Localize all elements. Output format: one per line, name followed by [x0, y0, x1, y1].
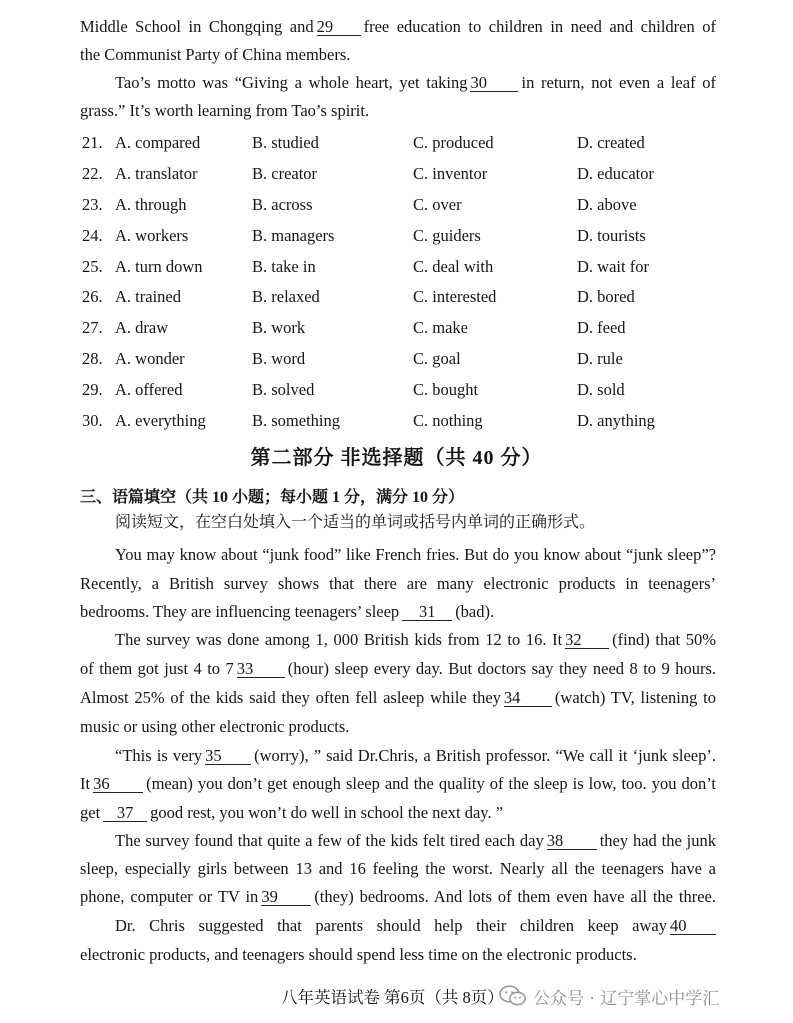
option-a: A. offered — [115, 380, 183, 399]
option-a: A. translator — [115, 164, 198, 183]
option-a: A. trained — [115, 287, 181, 306]
passage2-p4-line3 — [80, 887, 716, 907]
text: (worry), ” said Dr.Chris, a British professor. “We call it ‘junk sleep’. — [254, 746, 716, 765]
passage1-line1 — [80, 17, 716, 37]
text: Tao’s motto was “Giving a whole heart, yet taking — [115, 73, 468, 92]
passage2-p2-line1 — [115, 630, 716, 650]
text: get — [80, 803, 101, 822]
question-number: 24. — [82, 226, 103, 245]
blank-29: 29 — [317, 18, 361, 36]
option-d: D. created — [577, 133, 645, 152]
option-d: D. sold — [577, 380, 625, 399]
passage1-line3 — [115, 73, 716, 93]
option-c: C. guiders — [413, 226, 481, 245]
option-b: B. word — [252, 349, 306, 368]
passage2-p3-line1 — [115, 746, 716, 766]
text: bedrooms. They are influencing teenagers’ sleep — [80, 602, 400, 621]
option-d: D. tourists — [577, 226, 646, 245]
passage2-p3-line2 — [80, 774, 716, 794]
option-b: B. take in — [252, 257, 316, 276]
page-label: 八年英语试卷 第6页（共 8页） — [281, 988, 504, 1007]
passage2-p1-line1: You may know about “junk food” like French fries. But do you know about “junk sleep”? — [115, 545, 716, 564]
option-row-22 — [80, 164, 720, 186]
wechat-icon — [499, 985, 527, 1007]
section3-heading: 三、语篇填空（共 10 小题；每小题 1 分，满分 10 分） — [80, 489, 465, 506]
option-a: A. turn down — [115, 257, 203, 276]
text: (bad). — [455, 602, 495, 621]
option-d: D. feed — [577, 318, 626, 337]
option-d: D. rule — [577, 349, 623, 368]
passage2-p4-line2: sleep, especially girls between 13 and 16 feeling the worst. Nearly all the teenagers have a — [80, 859, 716, 878]
watermark — [499, 984, 719, 1008]
option-c: C. make — [413, 318, 468, 337]
passage1-line2: the Communist Party of China members. — [80, 45, 351, 64]
blank-34: 34 — [504, 689, 552, 707]
option-row-30 — [80, 411, 720, 433]
text: (watch) TV, listening to — [554, 688, 716, 707]
option-a: A. compared — [115, 133, 201, 152]
page-footer — [0, 984, 793, 1008]
option-c: C. nothing — [413, 411, 483, 430]
passage1-line4: grass.” It’s worth learning from Tao’s spirit. — [80, 101, 370, 120]
text: (hour) sleep every day. But doctors say they need 8 to 9 hours. — [287, 659, 716, 678]
option-row-25 — [80, 257, 720, 279]
option-d: D. anything — [577, 411, 655, 430]
option-b: B. across — [252, 195, 313, 214]
text: “This is very — [115, 746, 203, 765]
passage2-p4-line1 — [115, 831, 716, 851]
blank-33: 33 — [237, 660, 285, 678]
text: good rest, you won’t do well in school the next day. ” — [150, 803, 504, 822]
option-row-28 — [80, 349, 720, 371]
text: Middle School in Chongqing and — [80, 17, 314, 36]
passage2-p1-line3 — [80, 602, 716, 622]
question-number: 27. — [82, 318, 103, 337]
option-b: B. managers — [252, 226, 335, 245]
passage2-p2-line3 — [80, 688, 716, 708]
blank-30: 30 — [470, 74, 518, 92]
passage2-p3-line3 — [80, 803, 716, 823]
option-d: D. educator — [577, 164, 654, 183]
option-b: B. studied — [252, 133, 319, 152]
question-number: 30. — [82, 411, 103, 430]
question-number: 22. — [82, 164, 103, 183]
option-b: B. something — [252, 411, 341, 430]
option-d: D. above — [577, 195, 637, 214]
blank-39: 39 — [261, 888, 311, 906]
passage2-p5-line2: electronic products, and teenagers should spend less time on the electronic products. — [80, 945, 637, 964]
option-b: B. creator — [252, 164, 318, 183]
text: of them got just 4 to 7 — [80, 659, 234, 678]
passage2-p1-line2: Recently, a British survey shows that there are many electronic products in teenagers’ — [80, 574, 716, 593]
text: The survey found that quite a few of the kids felt tired each day — [115, 831, 544, 850]
question-number: 23. — [82, 195, 103, 214]
option-row-29 — [80, 380, 720, 402]
text: free education to children in need and children of — [363, 17, 717, 36]
passage2-p2-line4: music or using other electronic products. — [80, 717, 350, 736]
option-d: D. bored — [577, 287, 635, 306]
text: (they) bedrooms. And lots of them even have all the three. — [314, 887, 716, 906]
question-number: 28. — [82, 349, 103, 368]
blank-35: 35 — [205, 747, 251, 765]
blank-31: 31 — [402, 603, 452, 621]
option-d: D. wait for — [577, 257, 649, 276]
text: Dr. Chris suggested that parents should help their children keep away — [115, 916, 667, 935]
option-row-21 — [80, 133, 720, 155]
option-b: B. relaxed — [252, 287, 320, 306]
text: (mean) you don’t get enough sleep and the quality of the sleep is low, too. you don’t — [146, 774, 716, 793]
text: in return, not even a leaf of — [521, 73, 716, 92]
option-a: A. draw — [115, 318, 169, 337]
blank-38: 38 — [547, 832, 597, 850]
question-number: 21. — [82, 133, 103, 152]
blank-40: 40 — [670, 917, 716, 935]
option-a: A. wonder — [115, 349, 185, 368]
watermark-text: 公众号 · 辽宁掌心中学汇 — [533, 988, 720, 1009]
option-a: A. through — [115, 195, 187, 214]
option-a: A. workers — [115, 226, 189, 245]
passage2-p2-line2 — [80, 659, 716, 679]
option-c: C. produced — [413, 133, 494, 152]
question-number: 25. — [82, 257, 103, 276]
option-c: C. deal with — [413, 257, 494, 276]
text: The survey was done among 1, 000 British kids from 12 to 16. It — [115, 630, 563, 649]
instruction: 阅读短文，在空白处填入一个适当的单词或括号内单词的正确形式。 — [115, 514, 596, 531]
text: phone, computer or TV in — [80, 887, 259, 906]
option-b: B. work — [252, 318, 306, 337]
option-row-26 — [80, 287, 720, 309]
text: (find) that 50% — [612, 630, 716, 649]
question-number: 29. — [82, 380, 103, 399]
option-c: C. goal — [413, 349, 461, 368]
text: Almost 25% of the kids said they often fell asleep while they — [80, 688, 501, 707]
text: they had the junk — [599, 831, 716, 850]
option-a: A. everything — [115, 411, 206, 430]
option-c: C. over — [413, 195, 462, 214]
option-b: B. solved — [252, 380, 315, 399]
blank-37: 37 — [103, 804, 147, 822]
passage2-p5-line1 — [115, 916, 716, 936]
option-c: C. inventor — [413, 164, 488, 183]
option-c: C. bought — [413, 380, 479, 399]
blank-32: 32 — [565, 631, 609, 649]
blank-36: 36 — [93, 775, 143, 793]
option-row-23 — [80, 195, 720, 217]
text: It — [80, 774, 91, 793]
option-row-27 — [80, 318, 720, 340]
option-row-24 — [80, 226, 720, 248]
question-number: 26. — [82, 287, 103, 306]
part2-title: 第二部分 非选择题（共 40 分） — [250, 447, 543, 469]
option-c: C. interested — [413, 287, 497, 306]
